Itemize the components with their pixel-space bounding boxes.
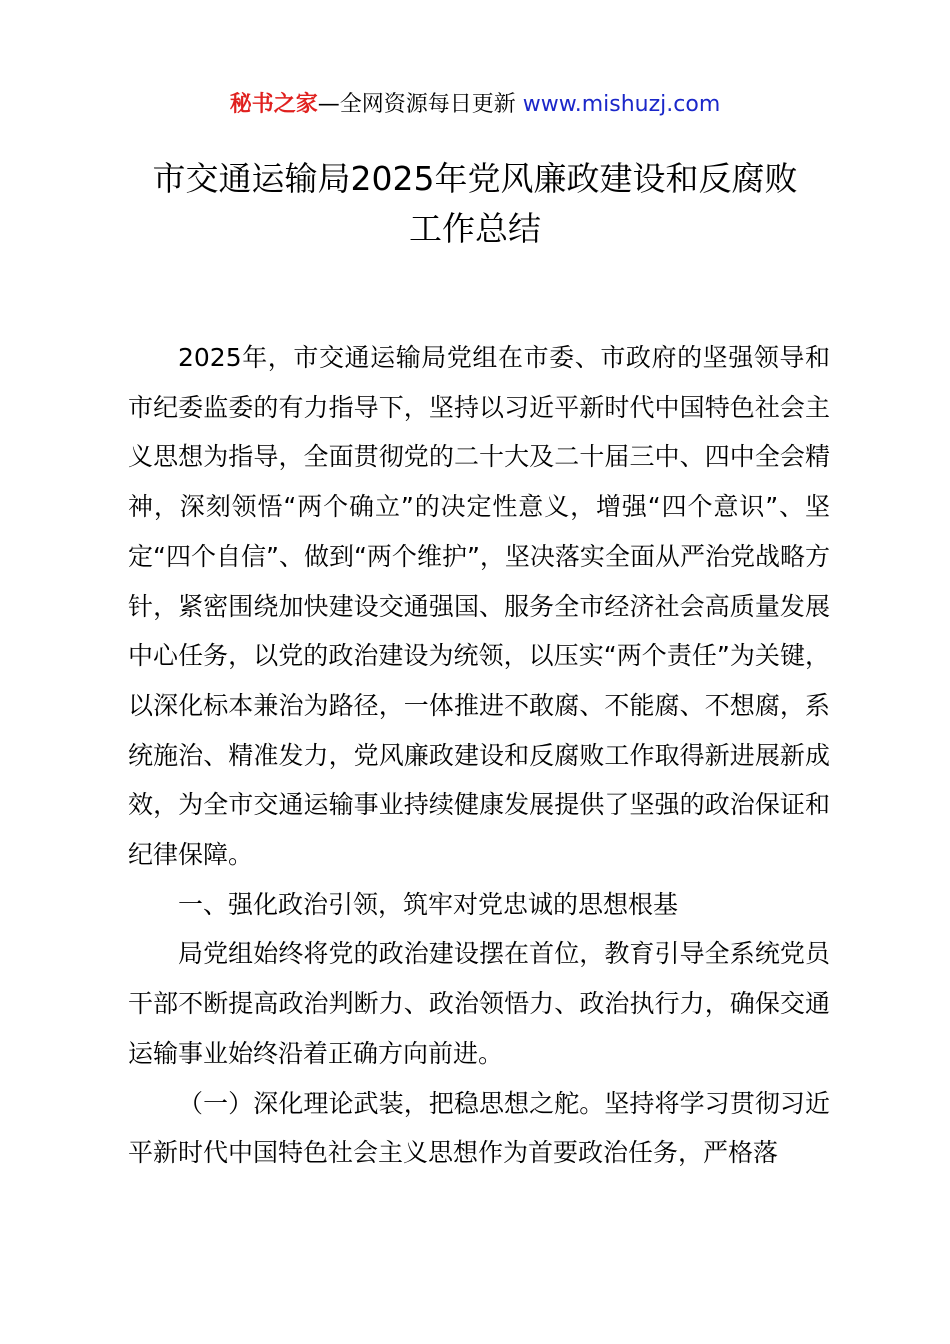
site-url-link[interactable]: www.mishuzj.com xyxy=(522,92,721,117)
document-title xyxy=(100,154,850,254)
section-heading-1: 一、强化政治引领，筑牢对党忠诚的思想根基 xyxy=(178,889,679,919)
intro-paragraph: 2025年，市交通运输局党组在市委、市政府的坚强领导和市纪委监委的有力指导下，坚持以习近平新时代中国特色社会主义思想为指导，全面贯彻党的二十大及二十届三中、四中全会精神，深刻领悟“两个确立”的决定性意义，增强“四个意识”、坚定“四个自信”、做到“两个维护”，坚决落实全面从严治党战略方针，紧密围绕加快建设交通强国、服务全市经济社会高质量发展中心任务，以党的政治建设为统领，以压实“两个责任”为关键，以深化标本兼治为路径，一体推进不敢腐、不能腐、不想腐，系统施治、精准发力，党风廉政建设和反腐败工作取得新进展新成效，为全市交通运输事业持续健康发展提供了坚强的政治保证和纪律保障。 xyxy=(128,343,830,870)
header-tagline: —全网资源每日更新 xyxy=(317,92,523,117)
site-header xyxy=(0,88,950,122)
section-1-paragraph: 局党组始终将党的政治建设摆在首位，教育引导全系统党员干部不断提高政治判断力、政治领悟力、政治执行力，确保交通运输事业始终沿着正确方向前进。 xyxy=(128,939,830,1068)
title-line-2: 工作总结 xyxy=(409,209,541,248)
title-line-1: 市交通运输局2025年党风廉政建设和反腐败 xyxy=(152,159,798,198)
document-body xyxy=(128,333,830,1178)
subsection-1-paragraph: （一）深化理论武装，把稳思想之舵。坚持将学习贯彻习近平新时代中国特色社会主义思想作为首要政治任务，严格落 xyxy=(128,1088,830,1168)
brand-name: 秘书之家 xyxy=(229,92,318,117)
